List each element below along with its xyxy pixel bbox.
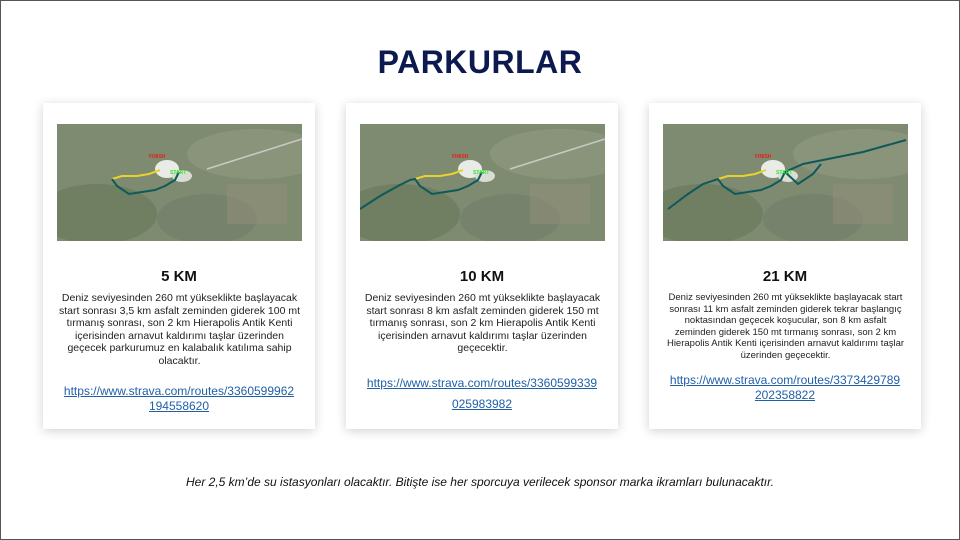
finish-marker: FINISH (149, 154, 166, 160)
strava-link-line1[interactable]: https://www.strava.com/routes/3360599962 (63, 384, 295, 398)
route-map-image (663, 124, 908, 241)
strava-link[interactable] (649, 373, 921, 403)
route-card-5km (43, 103, 315, 429)
route-map-image (360, 124, 605, 241)
footer-note: Her 2,5 km’de su istasyonları olacaktır. Bitişte ise her sporcuya verilecek sponsor marka ikramları bulunacaktır. (185, 475, 774, 489)
page-title: PARKURLAR (377, 44, 583, 80)
strava-link-line1[interactable]: https://www.strava.com/routes/3373429789 (669, 373, 901, 387)
distance-title: 10 KM (459, 268, 505, 285)
route-description: Deniz seviyesinden 260 mt yükseklikte başlayacak start sonrası 11 km asfalt zeminden giderek tekrar başlangıç noktasından geçecek koşucular, son 8 km asfalt zeminden giderek 150 mt tırmanış sonrası, son 2 km Hierapolis Antik Kenti içerisinden arnavut kaldırımı taşlar üzerinden geçecektir. (666, 292, 905, 361)
route-description: Deniz seviyesinden 260 mt yükseklikte başlayacak start sonrası 3,5 km asfalt zeminden giderek 100 mt tırmanış sonrası, son 2 km Hierapolis Antik Kenti içerisinden arnavut kaldırımı taşlar üzerinden geçecek parkurumuz en kalabalık katılıma sahip olacaktır. (58, 292, 301, 367)
start-marker: START (473, 170, 490, 176)
route-card-10km (346, 103, 618, 429)
strava-link-line2[interactable]: 194558620 (148, 399, 210, 413)
strava-link-line1[interactable]: https://www.strava.com/routes/3360599339 (366, 376, 598, 390)
route-map-image (57, 124, 302, 241)
strava-link-line2[interactable]: 202358822 (754, 388, 816, 402)
start-marker: START (170, 170, 187, 176)
route-description: Deniz seviyesinden 260 mt yükseklikte başlayacak start sonrası 8 km asfalt zeminden giderek 150 mt tırmanış sonrası, son 2 km Hierapolis Antik Kenti içerisinden arnavut kaldırımı taşlar üzerinden geçecektir. (364, 292, 601, 354)
finish-marker: FINISH (755, 154, 772, 160)
route-card-21km (649, 103, 921, 429)
start-marker: START (776, 170, 793, 176)
strava-link[interactable] (43, 384, 315, 414)
distance-title: 5 KM (161, 268, 197, 285)
distance-title: 21 KM (762, 268, 808, 285)
finish-marker: FINISH (452, 154, 469, 160)
strava-link[interactable] (346, 373, 618, 415)
strava-link-line2[interactable]: 025983982 (451, 397, 513, 411)
